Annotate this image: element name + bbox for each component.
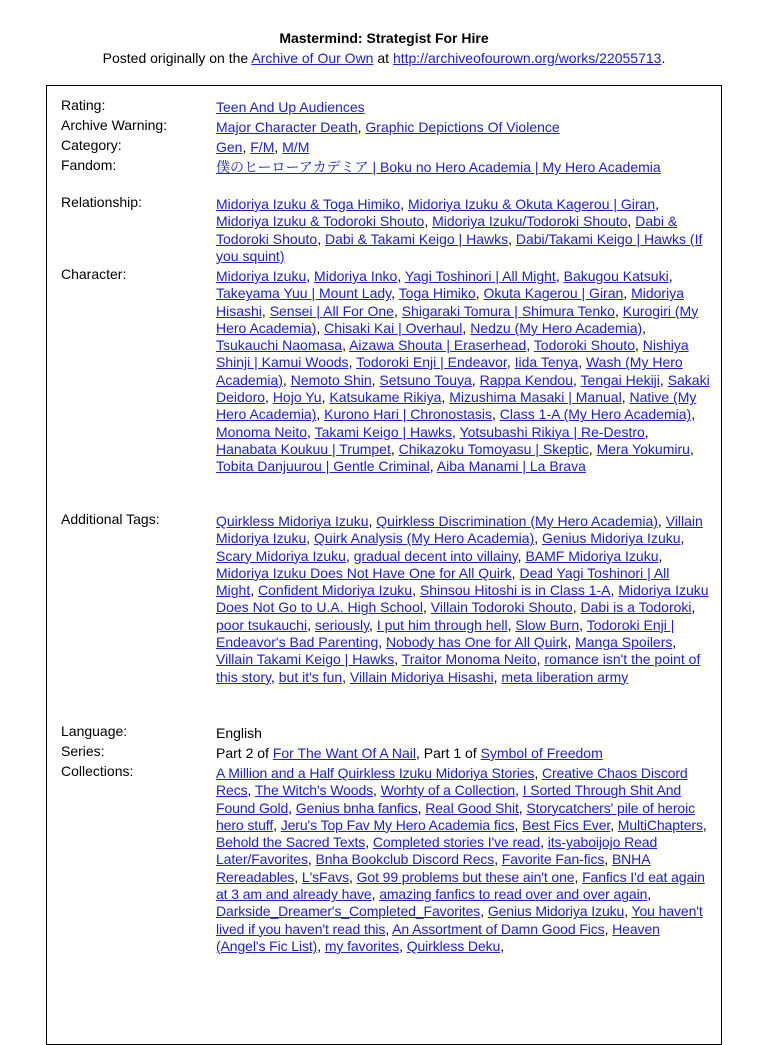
category-tags: Gen, F/M, M/M: [216, 139, 310, 155]
series-part-b: , Part 1 of: [415, 745, 481, 761]
tag-link[interactable]: Completed stories I've read: [372, 834, 541, 851]
tag-link[interactable]: Aiba Manami | La Brava: [436, 458, 586, 475]
tag-link[interactable]: Midoriya Hisashi: [216, 285, 684, 319]
tag-link[interactable]: Nishiya Shinji | Kamui Woods: [216, 337, 689, 371]
tag-link[interactable]: Shinsou Hitoshi is in Class 1-A: [419, 582, 611, 599]
language-value: English: [216, 725, 262, 741]
tag-link[interactable]: M/M: [282, 139, 310, 155]
collections-tags: A Million and a Half Quirkless Izuku Midoriya Stories, Creative Chaos Discord Recs, The Witch's Woods, Worhty of a Collection, I Sorted Through Shit And Found Gold, Genius bnha fanfics, Real Good Shit, Storycatchers' pile of heroic hero stuff, Jeru's Top Fav My Hero Academia fics, Best Fics Ever, MultiChapters, Behold the Sacred Texts, Completed stories I've read, its-yaboijojo Read Later/Favorites, Bnha Bookclub Discord Recs, Favorite Fan-fics, BNHA Rereadables, L'sFavs, Got 99 problems but these ain't one, Fanfics I'd eat again at 3 am and already have, amazing fanfics to read over and over again, Darkside_Dreamer's_Completed_Favorites, Genius Midoriya Izuku, You haven't lived if you haven't read this, An Assortment of Damn Good Fics, Heaven (Angel's Fic List), my favorites, Quirkless Deku,: [216, 765, 707, 954]
tag-link[interactable]: Mizushima Masaki | Manual: [449, 389, 622, 406]
tag-link[interactable]: Rappa Kendou: [479, 371, 573, 388]
tag-link[interactable]: Kurogiri (My Hero Academia): [216, 302, 699, 336]
tag-link[interactable]: gradual decent into villainy: [353, 547, 518, 564]
tag-link[interactable]: Midoriya Izuku: [216, 268, 307, 284]
tag-link[interactable]: Kurono Hari | Chronostasis: [324, 406, 492, 423]
tag-link[interactable]: Todoroki Shouto: [533, 337, 635, 354]
tag-link[interactable]: Creative Chaos Discord Recs: [216, 765, 688, 799]
rating-label: Rating:: [61, 97, 106, 113]
tag-link[interactable]: Darkside_Dreamer's_Completed_Favorites: [216, 903, 481, 920]
tag-link[interactable]: L'sFavs: [301, 868, 349, 885]
tag-link[interactable]: Chikazoku Tomoyasu | Skeptic: [398, 440, 589, 457]
tag-link[interactable]: Hanabata Koukuu | Trumpet: [216, 440, 391, 457]
tag-link[interactable]: Dead Yagi Toshinori | All Might: [216, 564, 670, 599]
work-title: Mastermind: Strategist For Hire: [279, 30, 489, 46]
tag-link[interactable]: Mera Yokumiru: [596, 440, 690, 457]
tag-link[interactable]: my favorites: [324, 937, 400, 954]
tag-link[interactable]: Teen And Up Audiences: [216, 99, 365, 115]
tag-link[interactable]: Genius Midoriya Izuku: [487, 903, 625, 920]
tag-link[interactable]: I put him through hell: [376, 616, 508, 633]
tag-link[interactable]: Todoroki Enji | Endeavor: [356, 354, 507, 371]
character-label: Character:: [61, 266, 127, 282]
tag-link[interactable]: Quirk Analysis (My Hero Academia): [314, 530, 535, 547]
tag-link[interactable]: Toga Himiko: [398, 285, 476, 302]
fandom-label: Fandom:: [61, 157, 117, 173]
additional-tags: Quirkless Midoriya Izuku, Quirkless Discrimination (My Hero Academia), Villain Midoriya Izuku, Quirk Analysis (My Hero Academia), Genius Midoriya Izuku, Scary Midoriya Izuku, gradual decent into villainy, BAMF Midoriya Izuku, Midoriya Izuku Does Not Have One for All Quirk, Dead Yagi Toshinori | All Might, Confident Midoriya Izuku, Shinsou Hitoshi is in Class 1-A, Midoriya Izuku Does Not Go to U.A. High School, Villain Todoroki Shouto, Dabi is a Todoroki, poor tsukauchi, seriously, I put him through hell, Slow Burn, Todoroki Enji | Endeavor's Bad Parenting, Nobody has One for All Quirk, Manga Spoilers, Villain Takami Keigo | Hawks, Traitor Monoma Neito, romance isn't the point of this story, but it's fun, Villain Midoriya Hisashi, meta liberation army: [216, 513, 709, 685]
tag-link[interactable]: Gen: [216, 139, 243, 155]
tag-link[interactable]: Setsuno Touya: [379, 371, 472, 388]
tag-link[interactable]: Okuta Kagerou | Giran: [483, 285, 624, 302]
tag-link[interactable]: Bakugou Katsuki: [563, 268, 669, 284]
series-label: Series:: [61, 743, 105, 759]
tag-link[interactable]: Midoriya Izuku & Okuta Kagerou | Giran: [407, 196, 656, 212]
tag-link[interactable]: Slow Burn: [515, 616, 580, 633]
work-header: [0, 30, 768, 67]
tag-link[interactable]: Nedzu (My Hero Academia): [470, 319, 643, 336]
tag-link[interactable]: romance isn't the point of this story: [216, 651, 701, 685]
character-tags: Midoriya Izuku, Midoriya Inko, Yagi Toshinori | All Might, Bakugou Katsuki, Takeyama Yuu | Mount Lady, Toga Himiko, Okuta Kagerou | Giran, Midoriya Hisashi, Sensei | All For One, Shigaraki Tomura | Shimura Tenko, Kurogiri (My Hero Academia), Chisaki Kai | Overhaul, Nedzu (My Hero Academia), Tsukauchi Naomasa, Aizawa Shouta | Eraserhead, Todoroki Shouto, Nishiya Shinji | Kamui Woods, Todoroki Enji | Endeavor, Iida Tenya, Wash (My Hero Academia), Nemoto Shin, Setsuno Touya, Rappa Kendou, Tengai Hekiji, Sakaki Deidoro, Hojo Yu, Katsukame Rikiya, Mizushima Masaki | Manual, Native (My Hero Academia), Kurono Hari | Chronostasis, Class 1-A (My Hero Academia), Monoma Neito, Takami Keigo | Hawks, Yotsubashi Rikiya | Re-Destro, Hanabata Koukuu | Trumpet, Chikazoku Tomoyasu | Skeptic, Mera Yokumiru, Tobita Danjuurou | Gentle Criminal, Aiba Manami | La Brava: [216, 268, 710, 475]
tag-link[interactable]: Class 1-A (My Hero Academia): [499, 406, 692, 423]
relationship-tags: Midoriya Izuku & Toga Himiko, Midoriya Izuku & Okuta Kagerou | Giran, Midoriya Izuku & Todoroki Shouto, Midoriya Izuku/Todoroki Shouto, Dabi & Todoroki Shouto, Dabi & Takami Keigo | Hawks, Dabi/Takami Keigo | Hawks (If you squint): [216, 196, 703, 264]
tag-link[interactable]: Favorite Fan-fics: [501, 851, 605, 868]
warning-label: Archive Warning:: [61, 117, 168, 133]
tag-link[interactable]: Villain Midoriya Hisashi: [349, 668, 494, 685]
tag-link[interactable]: Major Character Death: [216, 119, 358, 135]
tag-link[interactable]: Tengai Hekiji: [580, 371, 660, 388]
tag-link[interactable]: A Million and a Half Quirkless Izuku Midoriya Stories: [216, 765, 535, 781]
tag-link[interactable]: Genius Midoriya Izuku: [542, 530, 681, 547]
tag-link[interactable]: Genius bnha fanfics: [295, 799, 418, 816]
tag-link[interactable]: Dabi/Takami Keigo | Hawks (If you squint): [216, 230, 703, 264]
work-url-link[interactable]: http://archiveofourown.org/works/22055713: [392, 50, 662, 66]
collections-label: Collections:: [61, 763, 134, 779]
tag-link[interactable]: Midoriya Izuku & Toga Himiko: [216, 196, 401, 212]
tag-link[interactable]: Native (My Hero Academia): [216, 389, 697, 423]
tag-link[interactable]: Midoriya Izuku Does Not Have One for All Quirk: [216, 564, 512, 581]
tag-link[interactable]: Midoriya Inko: [314, 268, 398, 284]
tag-link[interactable]: BNHA Rereadables: [216, 851, 651, 885]
series-part-a: Part 2 of: [216, 745, 273, 761]
tag-link[interactable]: Graphic Depictions Of Violence: [365, 119, 560, 135]
tag-link[interactable]: You haven't lived if you haven't read this: [216, 903, 703, 937]
tag-link[interactable]: Midoriya Izuku Does Not Go to U.A. High School: [216, 582, 709, 616]
posted-prefix: Posted originally on the: [102, 50, 252, 66]
rating-tags: [216, 99, 710, 116]
tag-link[interactable]: Midoriya Izuku/Todoroki Shouto: [432, 213, 628, 230]
tag-link[interactable]: Behold the Sacred Texts: [216, 834, 366, 851]
tag-link[interactable]: Yagi Toshinori | All Might: [404, 268, 556, 284]
posted-suffix: .: [661, 50, 666, 66]
tag-link[interactable]: Wash (My Hero Academia): [216, 354, 683, 388]
tag-link[interactable]: Iida Tenya: [514, 354, 579, 371]
tag-link[interactable]: Best Fics Ever: [522, 816, 611, 833]
tag-link[interactable]: Tobita Danjuurou | Gentle Criminal: [216, 458, 430, 475]
tag-link[interactable]: Jeru's Top Fav My Hero Academia fics: [280, 816, 515, 833]
tag-link[interactable]: Dabi & Takami Keigo | Hawks: [324, 230, 509, 247]
tag-link[interactable]: Hojo Yu: [272, 389, 322, 406]
tag-link[interactable]: Chisaki Kai | Overhaul: [324, 319, 463, 336]
tag-link[interactable]: Bnha Bookclub Discord Recs: [315, 851, 495, 868]
tag-link[interactable]: Storycatchers' pile of heroic hero stuff: [216, 799, 695, 833]
metadata-box: [46, 85, 722, 1045]
warning-tags: Major Character Death, Graphic Depictions Of Violence: [216, 119, 560, 135]
tag-link[interactable]: poor tsukauchi: [216, 616, 308, 633]
tag-link[interactable]: 僕のヒーローアカデミア | Boku no Hero Academia | My Hero Academia: [216, 159, 661, 175]
tag-link[interactable]: Fanfics I'd eat again at 3 am and already have: [216, 868, 705, 903]
tag-link[interactable]: amazing fanfics to read over and over again: [379, 886, 648, 903]
tag-link[interactable]: Takeyama Yuu | Mount Lady: [216, 285, 392, 302]
tag-link[interactable]: Quirkless Discrimination (My Hero Academia): [376, 513, 658, 529]
additional-tags-label: Additional Tags:: [61, 511, 160, 527]
tag-link[interactable]: Katsukame Rikiya: [329, 389, 442, 406]
fandom-tags: [216, 159, 710, 176]
tag-link[interactable]: Shigaraki Tomura | Shimura Tenko: [401, 302, 615, 319]
tag-link[interactable]: MultiChapters: [617, 816, 703, 833]
tag-link[interactable]: I Sorted Through Shit And Found Gold: [216, 782, 682, 816]
tag-link[interactable]: Sensei | All For One: [269, 302, 394, 319]
tag-link[interactable]: Dabi is a Todoroki: [580, 599, 692, 616]
tag-link[interactable]: Villain Midoriya Izuku: [216, 513, 703, 547]
category-label: Category:: [61, 137, 122, 153]
tag-link[interactable]: Takami Keigo | Hawks: [314, 423, 453, 440]
posted-line: [0, 49, 768, 67]
tag-link[interactable]: Monoma Neito: [216, 423, 308, 440]
series-link-for-the-want-of-a-nail[interactable]: For The Want Of A Nail: [272, 745, 416, 761]
tag-link[interactable]: Nemoto Shin: [290, 371, 372, 388]
tag-link[interactable]: F/M: [250, 139, 275, 155]
tag-link[interactable]: its-yaboijojo Read Later/Favorites: [216, 834, 658, 868]
series-link-symbol-of-freedom[interactable]: Symbol of Freedom: [480, 745, 603, 761]
tag-link[interactable]: Villain Todoroki Shouto: [430, 599, 573, 616]
tag-link[interactable]: Aizawa Shouta | Eraserhead: [349, 337, 527, 354]
tag-link[interactable]: Dabi & Todoroki Shouto: [216, 213, 678, 247]
tag-link[interactable]: seriously: [314, 616, 370, 633]
relationship-label: Relationship:: [61, 194, 142, 210]
tag-link[interactable]: Midoriya Izuku & Todoroki Shouto: [216, 213, 425, 230]
language-label: Language:: [61, 723, 128, 739]
tag-link[interactable]: Confident Midoriya Izuku: [258, 582, 413, 599]
tag-link[interactable]: Scary Midoriya Izuku: [216, 547, 346, 564]
tag-link[interactable]: The Witch's Woods: [254, 782, 374, 799]
tag-link[interactable]: Sakaki Deidoro: [216, 371, 710, 406]
tag-link[interactable]: Nobody has One for All Quirk: [386, 634, 568, 651]
archive-link[interactable]: Archive of Our Own: [251, 50, 374, 66]
tag-link[interactable]: meta liberation army: [501, 668, 629, 685]
tag-link[interactable]: Manga Spoilers: [575, 634, 673, 651]
tag-link[interactable]: Worhty of a Collection: [380, 782, 516, 799]
tag-link[interactable]: Tsukauchi Naomasa: [216, 337, 343, 354]
tag-link[interactable]: An Assortment of Damn Good Fics: [392, 920, 605, 937]
tag-link[interactable]: BAMF Midoriya Izuku: [525, 547, 659, 564]
tag-link[interactable]: Villain Takami Keigo | Hawks: [216, 651, 395, 668]
tag-link[interactable]: Todoroki Enji | Endeavor's Bad Parenting: [216, 616, 675, 651]
tag-link[interactable]: Traitor Monoma Neito: [401, 651, 537, 668]
tag-link[interactable]: Real Good Shit: [425, 799, 519, 816]
tag-link[interactable]: Quirkless Deku: [406, 937, 501, 954]
posted-middle: at: [373, 50, 393, 66]
tag-link[interactable]: but it's fun: [278, 668, 343, 685]
tag-link[interactable]: Heaven (Angel's Fic List): [216, 920, 660, 954]
series-value: [216, 745, 710, 762]
tag-link[interactable]: Got 99 problems but these ain't one: [356, 868, 575, 885]
tag-link[interactable]: Yotsubashi Rikiya | Re-Destro: [459, 423, 645, 440]
tag-link[interactable]: Quirkless Midoriya Izuku: [216, 513, 369, 529]
